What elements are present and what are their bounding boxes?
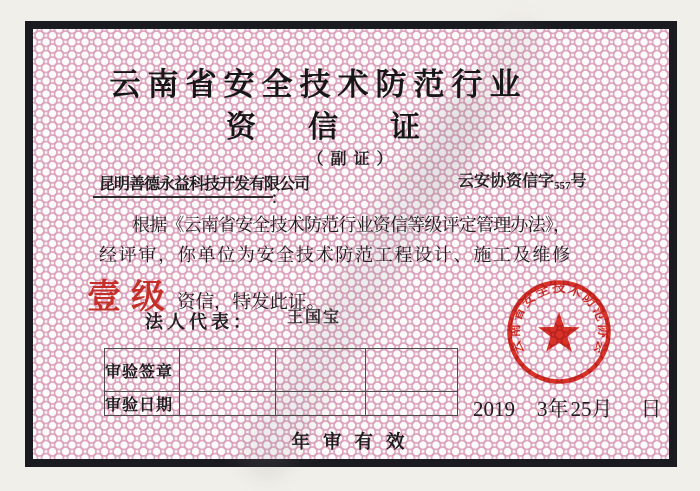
table-row-audit-date [105,392,458,416]
issue-date-month: 3 [537,397,548,421]
table-cell [276,349,366,392]
table-cell [366,349,458,392]
issue-date-year: 2019 [473,397,515,421]
table-cell [180,392,276,416]
association-seal [503,276,615,388]
table-cell [276,392,366,416]
company-name-underline [93,196,273,198]
audit-seal-label: 审验签章 [105,349,180,392]
grade-suffix-text: 资信，特发此证。 [177,293,326,313]
audit-date-label: 审验日期 [105,392,180,416]
day-unit: 日 [640,397,662,421]
company-name: 昆明善德永益科技开发有限公司 [99,176,310,193]
certificate-number-value: 557 [554,180,571,192]
certificate-number-suffix: 号 [570,173,587,190]
legal-representative-label: 法人代表： [145,312,255,332]
issue-date [473,393,662,423]
legal-representative-name: 王国宝 [287,309,342,326]
certificate-number-prefix: 云安协资信字 [458,173,555,190]
grade-level: 壹级 [87,279,175,316]
certificate-number [458,168,587,191]
audit-table [104,348,458,416]
copy-label: （副证） [307,151,400,168]
certificate-frame [25,21,677,467]
seal-text: 云南省安全技术防范协会 [506,279,612,357]
body-text-line-2: 经评审，你单位为安全技术防范工程设计、施工及维修 [99,245,572,265]
year-unit: 年 [547,397,569,421]
body-text-line-1: 根据《云南省安全技术防范行业资信等级评定管理办法》， [132,215,571,235]
table-cell [366,392,458,416]
table-row-audit-seal [105,349,458,392]
company-colon: ： [271,191,287,207]
month-unit: 月 [591,397,613,421]
seal-star-icon [538,312,580,352]
certificate-title: 云南省安全技术防范行业 [109,67,528,102]
annual-review-note: 年审有效 [291,433,418,453]
issue-date-day: 25 [570,397,592,421]
table-cell [180,349,276,392]
certificate-subtitle: 资信证 [226,111,472,144]
